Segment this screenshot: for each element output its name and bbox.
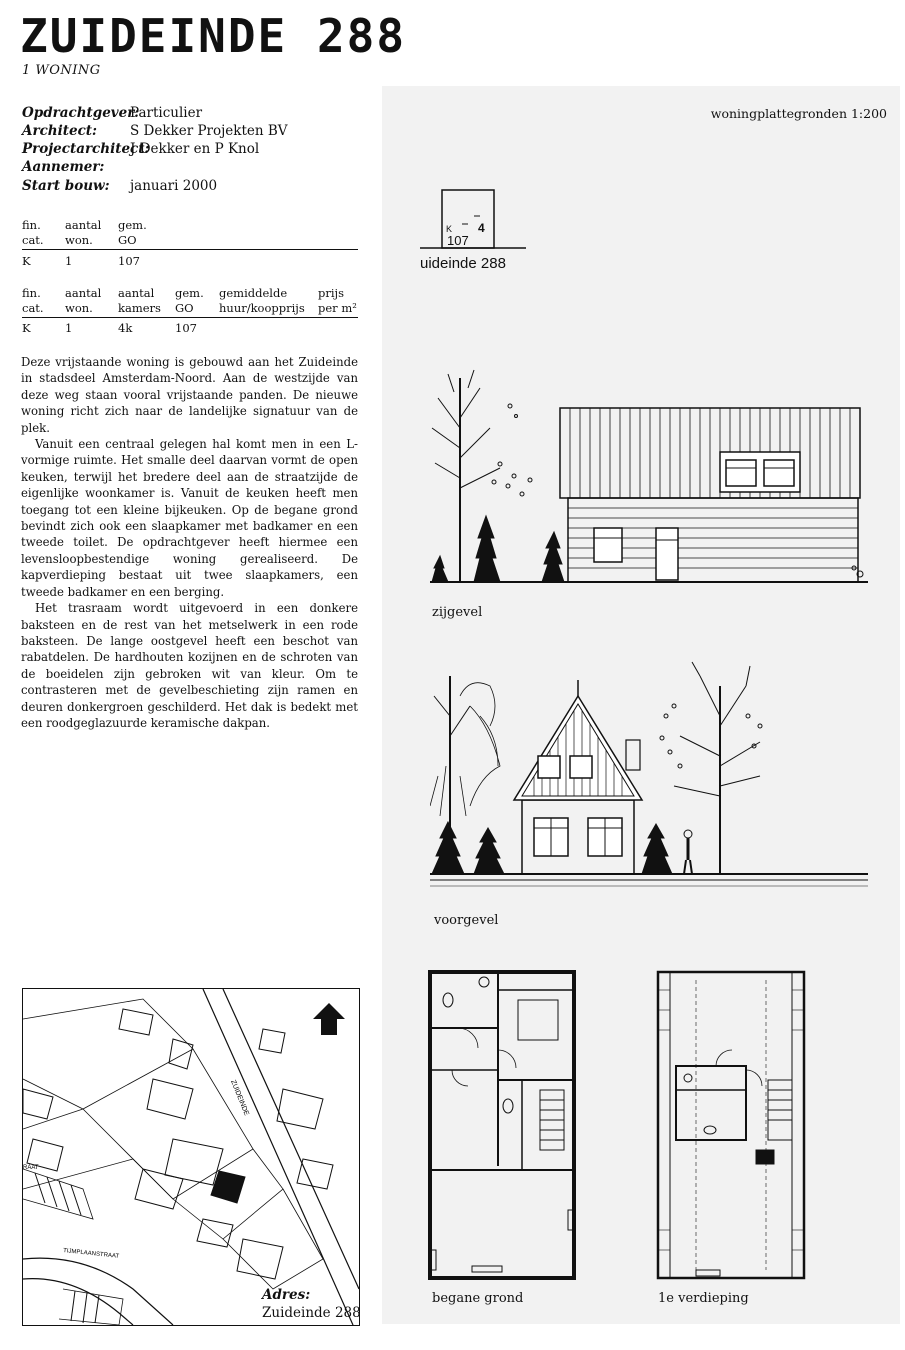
info-label: Start bouw: <box>22 178 110 194</box>
table-cell: 1 <box>65 254 73 268</box>
key-plan-street: uideinde 288 <box>420 255 506 272</box>
ground-floor-plan <box>428 970 578 1282</box>
info-value: J Dekker en P Knol <box>130 141 260 157</box>
table-dwellings <box>22 218 358 270</box>
site-plan-map <box>22 988 360 1326</box>
description-text <box>21 354 358 731</box>
table-cell: 4k <box>118 321 133 335</box>
table-cell: 107 <box>118 254 140 268</box>
table-rule <box>22 249 358 250</box>
table-header: huur/koopprijs <box>219 301 305 315</box>
info-row-client <box>22 104 202 122</box>
address-label: Adres: <box>262 1287 311 1303</box>
ground-floor-caption: begane grond <box>432 1291 524 1306</box>
address-value: Zuideinde 288 <box>262 1305 361 1321</box>
key-plan-rooms: 4 <box>478 221 485 235</box>
description-paragraph: Vanuit een centraal gelegen hal komt men in een L-vormige ruimte. Het smalle deel daarvan vormt de open keuken, terwijl het bredere deel aan de straatzijde de eigenlijke woonkamer is. Vanuit de keuken heeft men toegang tot een kleine bijkeuken. Op de begane grond bevindt zich ook een slaapkamer met badkamer en een tweede toilet. De opdrachtgever heeft hiermee een levensloopbestendige woning gerealiseerd. De kapverdieping bestaat uit twee slaapkamers, een tweede badkamer en een berging. <box>21 437 358 599</box>
table-header: fin. <box>22 286 41 300</box>
site-plan-drawing <box>23 989 359 1325</box>
table-header: won. <box>65 301 93 315</box>
info-row-start <box>22 177 217 195</box>
table-header: aantal <box>118 286 155 300</box>
table-rule <box>22 317 358 318</box>
table-header: per m² <box>318 301 357 315</box>
info-row-contractor <box>22 158 130 176</box>
table-header: GO <box>175 301 194 315</box>
info-row-architect <box>22 122 288 140</box>
info-label: Aannemer: <box>22 159 105 175</box>
info-value: januari 2000 <box>130 178 218 194</box>
ground-floor-drawing <box>428 970 578 1282</box>
front-elevation-drawing <box>430 656 870 896</box>
front-elevation <box>430 656 870 896</box>
table-header: gem. <box>175 286 204 300</box>
key-plan <box>418 188 528 278</box>
table-header: won. <box>65 233 93 247</box>
table-header: gemiddelde <box>219 286 288 300</box>
first-floor-plan <box>656 970 806 1282</box>
table-header: fin. <box>22 218 41 232</box>
info-row-project-architect <box>22 140 259 158</box>
description-paragraph: Het trasraam wordt uitgevoerd in een donkere baksteen en de rest van het metselwerk in een rode baksteen. De lange oostgevel heeft een beschot van rabatdelen. De hardhouten kozijnen en de schroten van de boeidelen zijn gebroken wit van kleur. Om te contrasteren met de gevelbeschieting zijn ramen en deuren donkergroen geschilderd. Het dak is bedekt met een roodgeglazuurde keramische dakpan. <box>21 601 358 730</box>
scale-label: woningplattegronden 1:200 <box>710 106 887 121</box>
table-cell: K <box>22 254 31 268</box>
street-label-zuideinde: ZUIDEINDE <box>229 1079 250 1117</box>
subtitle: 1 WONING <box>22 63 101 78</box>
first-floor-drawing <box>656 970 806 1282</box>
table-header: gem. <box>118 218 147 232</box>
side-elevation-drawing <box>430 368 870 588</box>
side-elevation <box>430 368 870 588</box>
table-header: cat. <box>22 301 44 315</box>
front-elevation-caption: voorgevel <box>434 913 499 928</box>
table-header: aantal <box>65 286 102 300</box>
table-cell: 1 <box>65 321 73 335</box>
key-plan-cat: K <box>446 224 453 234</box>
table-cell: K <box>22 321 31 335</box>
info-label: Opdrachtgever: <box>22 105 140 121</box>
key-plan-area: 107 <box>447 233 469 248</box>
table-cell: 107 <box>175 321 197 335</box>
street-label-raat: RAAT <box>23 1165 39 1171</box>
info-label: Architect: <box>22 123 98 139</box>
description-paragraph: Deze vrijstaande woning is gebouwd aan het Zuideinde in stadsdeel Amsterdam-Noord. Aan de westzijde van deze weg staan vooral vrijstaande panden. De nieuwe woning richt zich naar de landelijke signatuur van de plek. <box>21 355 358 435</box>
street-label-tijmplaan: TIJMPLAANSTRAAT <box>62 1248 120 1260</box>
table-header: GO <box>118 233 137 247</box>
info-value: Particulier <box>130 105 203 121</box>
table-header: aantal <box>65 218 102 232</box>
table-header: kamers <box>118 301 161 315</box>
info-label: Projectarchitect: <box>22 141 150 157</box>
first-floor-caption: 1e verdieping <box>658 1291 749 1306</box>
page-title: ZUIDEINDE 288 <box>20 9 407 63</box>
table-header: prijs <box>318 286 345 300</box>
table-header: cat. <box>22 233 44 247</box>
info-value: S Dekker Projekten BV <box>130 123 288 139</box>
side-elevation-caption: zijgevel <box>432 605 483 620</box>
table-rooms <box>22 286 358 338</box>
